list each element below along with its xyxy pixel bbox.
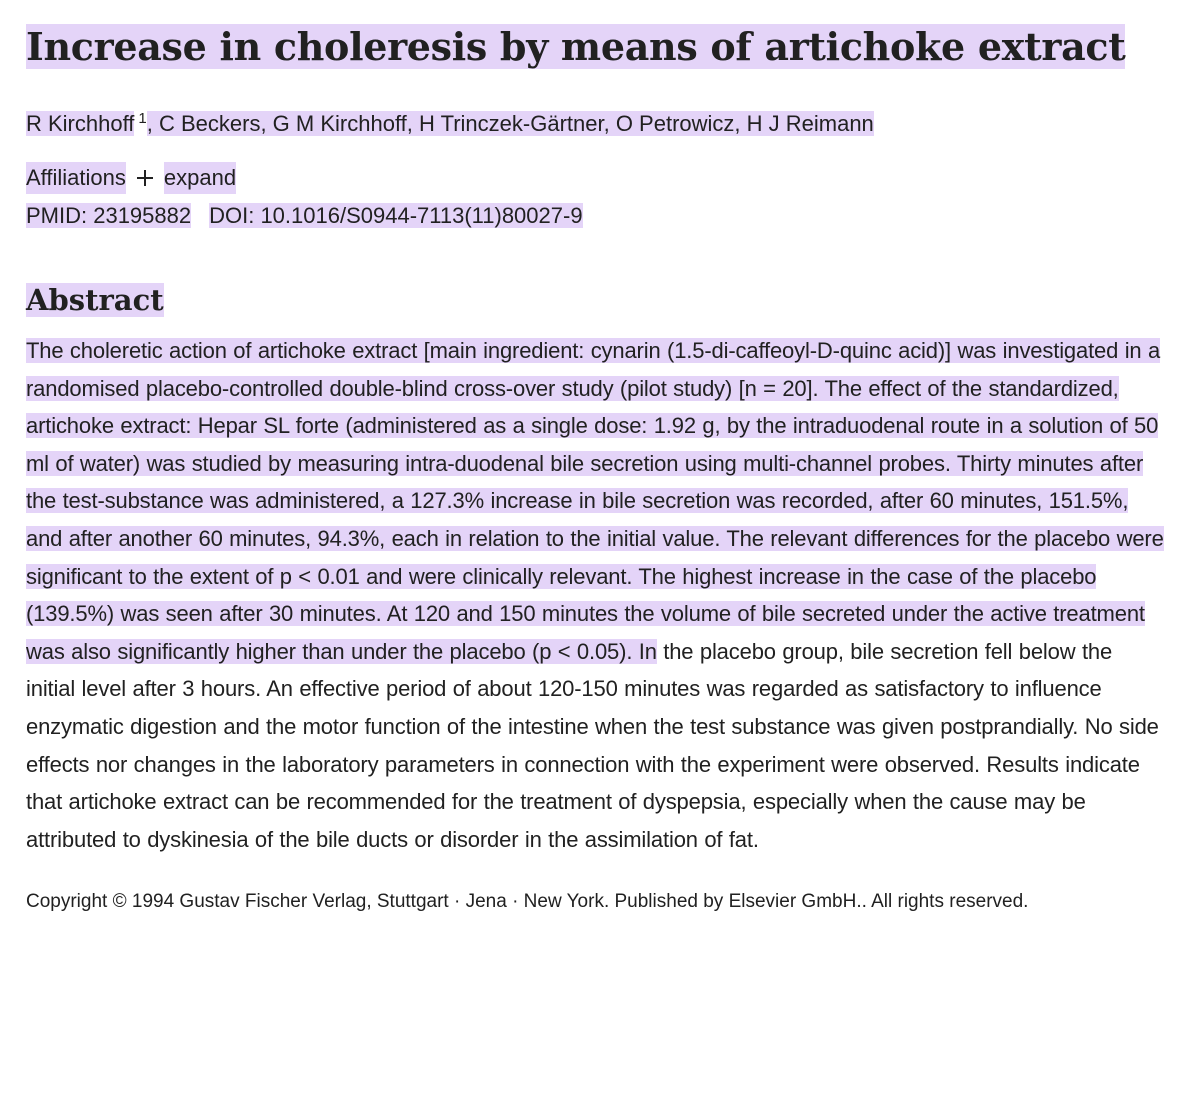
article-page — [26, 18, 1166, 920]
expand-label[interactable]: expand — [164, 162, 236, 194]
plus-icon[interactable] — [137, 170, 153, 186]
author-first-name[interactable]: R Kirchhoff — [26, 111, 135, 136]
affiliation-ref[interactable]: 1 — [138, 110, 147, 127]
author-list — [26, 108, 1166, 140]
abstract-plain-text: the placebo group, bile secretion fell below the initial level after 3 hours. An effective period of about 120-150 minutes was regarded as satisfactory to influence enzymatic digestion and the motor function of the intestine when the test substance was given postprandially. No side effects nor changes in the laboratory parameters in connection with the experiment were observed. Results indicate that artichoke extract can be recommended for the treatment of dyspepsia, especially when the cause may be attributed to dyskinesia of the bile ducts or disorder in the assimilation of fat. — [26, 638, 1159, 852]
article-title-text: Increase in choleresis by means of artichoke extract — [26, 24, 1126, 69]
abstract-text — [26, 332, 1166, 858]
author-others[interactable]: , C Beckers, G M Kirchhoff, H Trinczek-Gärtner, O Petrowicz, H J Reimann — [146, 111, 874, 136]
article-title — [26, 18, 1166, 76]
abstract-heading-text: Abstract — [26, 283, 164, 317]
abstract-heading — [26, 280, 1166, 320]
copyright-notice: Copyright © 1994 Gustav Fischer Verlag, Stuttgart · Jena · New York. Published by Elsevier GmbH.. All rights reserved. — [26, 891, 1029, 913]
doi-link[interactable]: DOI: 10.1016/S0944-7113(11)80027-9 — [209, 203, 583, 228]
affiliations-label: Affiliations — [26, 162, 126, 194]
pmid: PMID: 23195882 — [26, 203, 192, 228]
affiliations-row — [26, 162, 1166, 194]
author-first[interactable] — [26, 111, 134, 136]
affiliations-expand-button[interactable] — [126, 162, 236, 194]
abstract-highlighted-text: The choleretic action of artichoke extract [main ingredient: cynarin (1.5-di-caffeoyl-D-quinc acid)] was investigated in a randomised placebo-controlled double-blind cross-over study (pilot study) [n = 20]. The effect of the standardized, artichoke extract: Hepar SL forte (administered as a single dose: 1.92 g, by the intraduodenal route in a solution of 50 ml of water) was studied by measuring intra-duodenal bile secretion using multi-channel probes. Thirty minutes after the test-substance was administered, a 127.3% increase in bile secretion was recorded, after 60 minutes, 151.5%, and after another 60 minutes, 94.3%, each in relation to the initial value. The relevant differences for the placebo were significant to the extent of p < 0.01 and were clinically relevant. The highest increase in the case of the placebo (139.5%) was seen after 30 minutes. At 120 and 150 minutes the volume of bile secreted under the active treatment was also significantly higher than under the placebo (p < 0.05). In — [26, 338, 1164, 664]
identifiers-row — [26, 200, 1166, 232]
